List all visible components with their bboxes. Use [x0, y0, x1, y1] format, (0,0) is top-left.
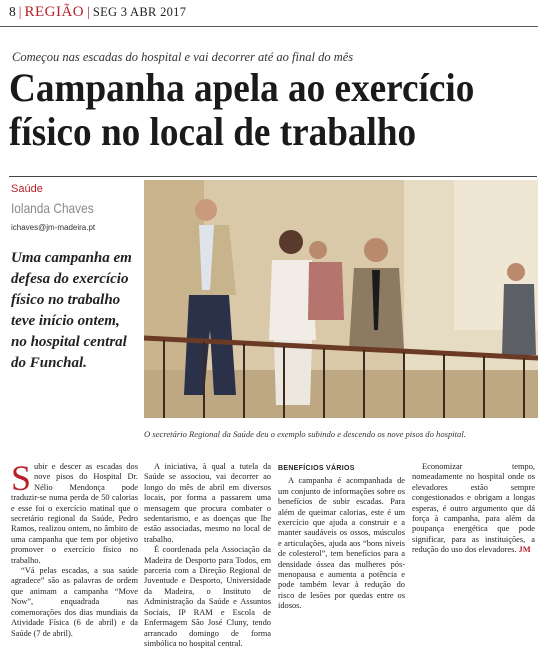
body-paragraph-6 [412, 462, 535, 556]
body-paragraph-6-text: Economizar tempo, nomeadamente no hospital onde os elevadores estão sempre congestionados e obrigam a longas esperas, é outro argumento que dá força à campanha, para além da poupança energética que pode significar, para as instituições, a redução do uso dos elevadores. [412, 462, 535, 555]
header-separator-2: | [87, 4, 90, 19]
photo-caption: O secretário Regional da Saúde deu o exemplo subindo e descendo os nove pisos do hospital. [144, 429, 466, 439]
body-paragraph-4: É coordenada pela Associação da Madeira de Desporto para Todos, em parceria com a Direção Regional de Juventude e Desporto, Universidade da Madeira, o Instituto de Administração da Saúde e Assuntos Sociais, IP RAM e Escola de Enfermagem São José Cluny, tendo arrancado domingo de forma simbólica no hospital central. [144, 545, 271, 648]
body-paragraph-2: “Vá pelas escadas, a sua saúde agradece” são as palavras de ordem que animam a campanha “Move Now”, enquadrada nas comemorações dos dias mundiais da Atividade Física (6 de abril) e da Saúde (7 de abril). [11, 566, 138, 638]
header-separator: | [18, 4, 22, 19]
author-email: ichaves@jm-madeira.pt [11, 223, 96, 232]
section-name: REGIÃO [24, 4, 85, 20]
body-column-4 [412, 462, 535, 556]
article-kicker: Começou nas escadas do hospital e vai decorrer até ao final do mês [12, 50, 354, 64]
issue-date: SEG 3 ABR 2017 [92, 5, 187, 19]
author-signature: JM [518, 545, 531, 555]
body-column-2 [144, 462, 271, 649]
article-photo [144, 180, 538, 418]
photo-illustration [144, 180, 538, 418]
headline-rule [9, 176, 537, 177]
header-rule [0, 26, 538, 27]
page-number: 8 [9, 4, 16, 19]
author-name: Iolanda Chaves [11, 200, 94, 216]
article-headline: Campanha apela ao exercício físico no local de trabalho [9, 65, 475, 154]
body-paragraph-1: ubir e descer as escadas dos nove pisos do Hospital Dr. Nélio Mendonça pode traduzir-se numa perda de 50 calorias e esse foi o exercício matinal que o secretário regional da Saúde, Pedro Ramos, realizou ontem, no âmbito de uma campanha que tem por objetivo promover o exercício físico no trabalho. [11, 462, 138, 565]
section-tag: Saúde [11, 183, 43, 195]
page-header [9, 4, 186, 21]
article-lead: Uma campanha em defesa do exercício físico no trabalho teve início ontem, no hospital central do Funchal. [11, 250, 132, 371]
body-paragraph-3: A iniciativa, à qual a tutela da Saúde se associou, vai decorrer ao longo do mês de abril em diversos locais, por forma a passarem uma mensagem que procura combater o sedentarismo, e as doenças que lhe estão associadas, mesmo no local de trabalho. [144, 462, 271, 544]
body-column-3 [278, 462, 405, 612]
body-column-1 [11, 458, 138, 639]
drop-cap: S [11, 458, 32, 498]
body-paragraph-5: A campanha é acompanhada de um conjunto de informações sobre os benefícios de subir escadas. Para além de queimar calorias, este é um exercício que ajuda a construir e a manter saudáveis os ossos, músculos e articulações, ajuda aos “bons níveis de colesterol”, tem benefícios para a densidade óssea das mulheres pós-menopausa e aumenta a potência e pode também levar à redução do risco de lesões por quedas entre os idosos. [278, 476, 405, 611]
body-subhead: BENEFÍCIOS VÁRIOS [278, 465, 355, 472]
